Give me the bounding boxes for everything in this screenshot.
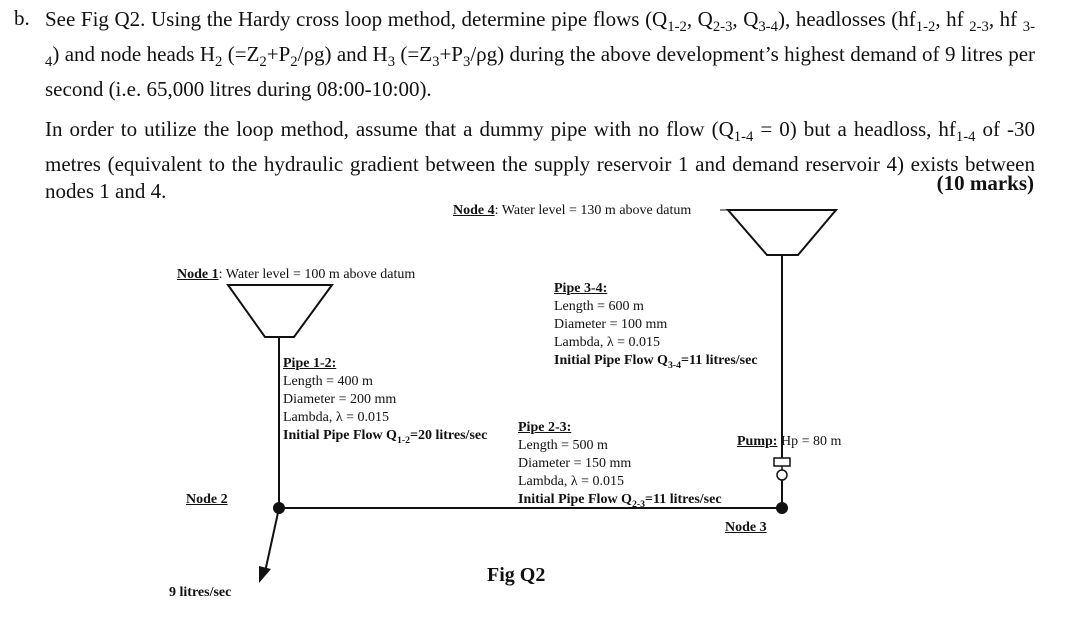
question-label: b. — [14, 6, 30, 30]
demand-label: 9 litres/sec — [169, 585, 232, 600]
reservoir-node-1 — [228, 285, 332, 337]
node-4-label: Node 4: Water level = 130 m above datum — [453, 203, 692, 218]
pump-symbol — [774, 458, 790, 508]
question-paragraph-1: See Fig Q2. Using the Hardy cross loop method, determine pipe flows ($Q_{1-2}$, $Q_{2-3}$, $Q_{3-4}$), headlosses ($hf_{1-2}$, hf $_{2-3}$, hf $_{3-4}$) and node heads $H_2$ $(=Z_2+P_2/\rho g)$ and $H_3$ $(=Z_3+P_3/\rho g)$ during the above development’s highest demand of 9 litres per second (i.e. 65,000 litres during 08:00-10:00). — [45, 7, 1036, 102]
node-3-junction — [776, 502, 788, 514]
pipe-1-2-spec: Pipe 1-2: Length = 400 m Diameter = 200 mm Lambda, λ = 0.015 Initial Pipe Flow $Q_{1-2}=20$ litres/sec — [283, 356, 488, 446]
demand-arrow-line — [265, 508, 279, 572]
pipe-2-3-spec: Pipe 2-3: Length = 500 m Diameter = 150 mm Lambda, λ = 0.015 Initial Pipe Flow $Q_{2-3}=11$ litres/sec — [518, 420, 722, 510]
node-2-label: Node 2 — [186, 492, 228, 507]
node-1-label: Node 1: Water level = 100 m above datum — [177, 267, 416, 282]
question-paragraph-2: In order to utilize the loop method, assume that a dummy pipe with no flow $(Q_{1-4} = 0)$ but a headloss, $hf_{1-4}$ of -30 metres (equivalent to the hydraulic gradient between the supply reservoir 1 and demand reservoir 4) exists between nodes 1 and 4. — [45, 117, 1035, 204]
reservoir-node-4 — [728, 210, 836, 255]
node-3-label: Node 3 — [725, 520, 767, 535]
figure-caption: Fig Q2 — [487, 564, 546, 586]
marks-label: (10 marks) — [936, 171, 1034, 195]
demand-arrow-head — [259, 566, 271, 583]
pipe-3-4-spec: Pipe 3-4: Length = 600 m Diameter = 100 mm Lambda, λ = 0.015 Initial Pipe Flow $Q_{3-4}=11$ litres/sec — [554, 281, 758, 371]
pump-label: Pump: Hp = 80 m — [737, 434, 842, 449]
